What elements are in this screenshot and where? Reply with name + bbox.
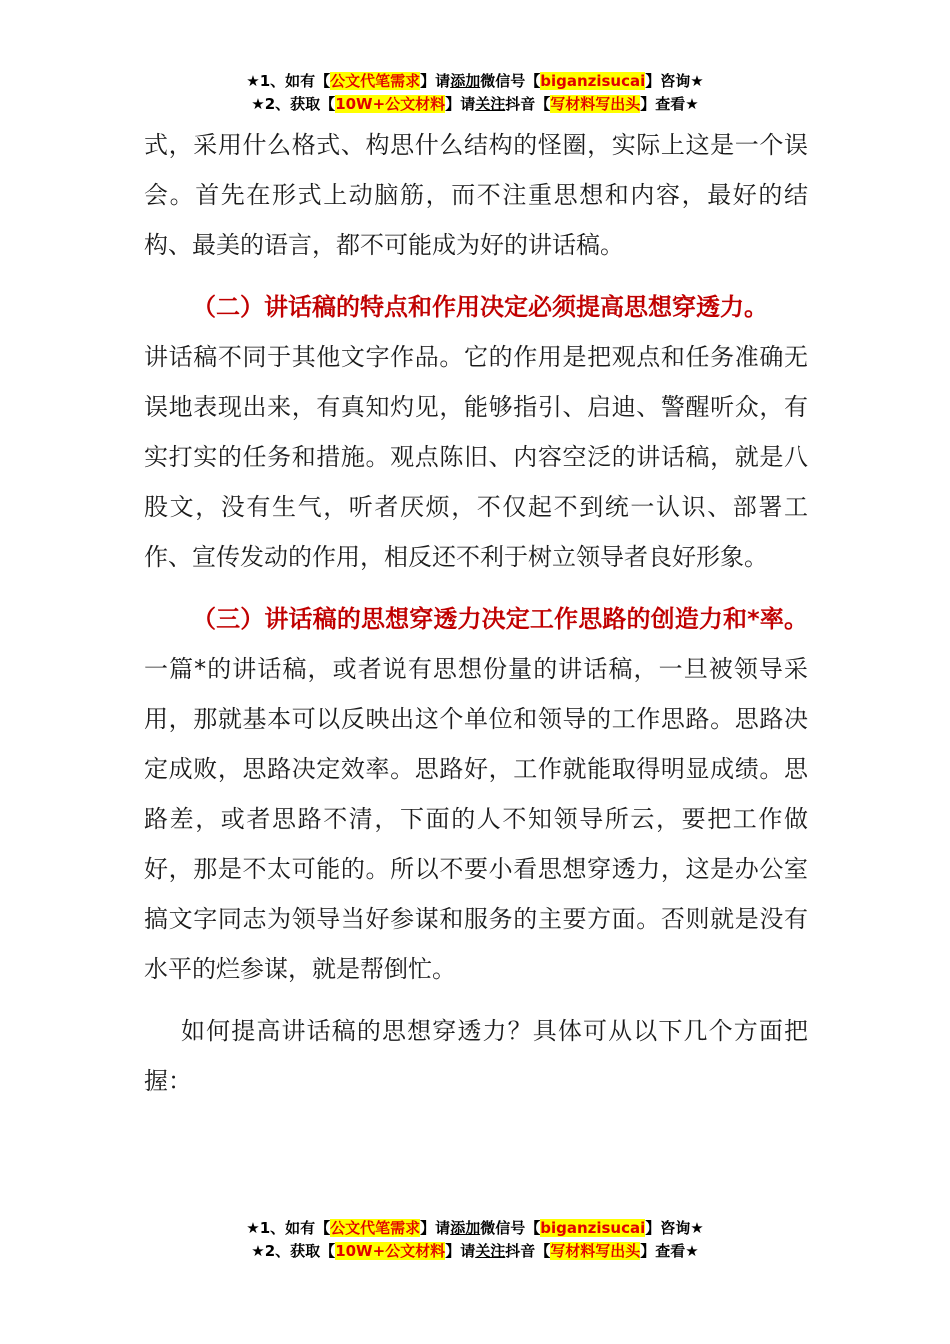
paragraph-3	[144, 594, 808, 994]
banner-underline-text: 关注	[475, 95, 506, 113]
banner-text: 】请	[445, 1242, 476, 1260]
banner-line-2	[0, 1240, 950, 1263]
banner-text: 】请	[445, 95, 476, 113]
banner-underline-text: 添加	[450, 72, 481, 90]
footer-banner	[0, 1217, 950, 1263]
highlight-materials: 10W+公文材料	[335, 95, 446, 113]
paragraph-1: 式，采用什么格式、构思什么结构的怪圈，实际上这是一个误会。首先在形式上动脑筋，而不注重思想和内容，最好的结构、最美的语言，都不可能成为好的讲话稿。	[144, 131, 808, 259]
paragraph-gap	[144, 270, 808, 282]
banner-text: 】咨询★	[645, 72, 704, 90]
highlight-douyin-id: 写材料写出头	[550, 95, 641, 113]
banner-text: 】查看★	[640, 95, 699, 113]
paragraph-2: 讲话稿不同于其他文字作品。它的作用是把观点和任务准确无误地表现出来，有真知灼见，能够指引、启迪、警醒听众，有实打实的任务和措施。观点陈旧、内容空泛的讲话稿，就是八股文，没有生气，听者厌烦，不仅起不到统一认识、部署工作、宣传发动的作用，相反还不利于树立领导者良好形象。	[144, 343, 808, 571]
banner-text: ★1、如有【	[246, 1219, 331, 1237]
highlight-materials: 10W+公文材料	[335, 1242, 446, 1260]
banner-text: 】请	[420, 72, 451, 90]
highlight-wechat-id: biganzisucai	[540, 72, 646, 90]
document-body	[144, 120, 808, 1106]
paragraph-gap	[144, 994, 808, 1006]
banner-text: ★2、获取【	[251, 1242, 336, 1260]
highlight-service: 公文代笔需求	[330, 72, 421, 90]
banner-line-1	[0, 70, 950, 93]
banner-text: 抖音【	[505, 1242, 551, 1260]
banner-text: ★2、获取【	[251, 95, 336, 113]
banner-text: 抖音【	[505, 95, 551, 113]
banner-text: 】请	[420, 1219, 451, 1237]
banner-text: 微信号【	[480, 72, 541, 90]
banner-text: 微信号【	[480, 1219, 541, 1237]
banner-line-1	[0, 1217, 950, 1240]
banner-text: 】咨询★	[645, 1219, 704, 1237]
paragraph-gap	[144, 582, 808, 594]
banner-underline-text: 关注	[475, 1242, 506, 1260]
heading-text: （二）讲话稿的特点和作用决定必须提高思想穿透力。	[192, 293, 768, 321]
highlight-douyin-id: 写材料写出头	[550, 1242, 641, 1260]
banner-line-2	[0, 93, 950, 116]
highlight-service: 公文代笔需求	[330, 1219, 421, 1237]
banner-underline-text: 添加	[450, 1219, 481, 1237]
section-heading-2	[144, 282, 808, 332]
highlight-wechat-id: biganzisucai	[540, 1219, 646, 1237]
banner-text: ★1、如有【	[246, 72, 331, 90]
paragraph-3-text: 一篇*的讲话稿，或者说有思想份量的讲话稿，一旦被领导采用，那就基本可以反映出这个单位和领导的工作思路。思路决定成败，思路决定效率。思路好，工作就能取得明显成绩。思路差，或者思路不清，下面的人不知领导所云，要把工作做好，那是不太可能的。所以不要小看思想穿透力，这是办公室搞文字同志为领导当好参谋和服务的主要方面。否则就是没有水平的烂参谋，就是帮倒忙。	[144, 655, 808, 983]
banner-text: 】查看★	[640, 1242, 699, 1260]
header-banner	[0, 70, 950, 116]
paragraph-4: 如何提高讲话稿的思想穿透力？具体可从以下几个方面把握：	[144, 1017, 808, 1095]
section-heading-3: （三）讲话稿的思想穿透力决定工作思路的创造力和*率。	[192, 605, 808, 633]
